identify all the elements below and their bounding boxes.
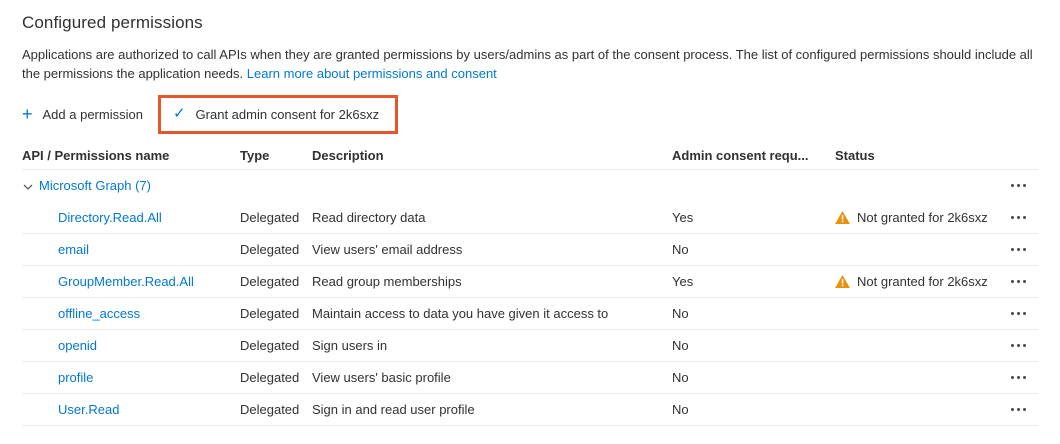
permission-description: Read group memberships <box>312 273 462 289</box>
admin-consent-required: No <box>672 401 689 417</box>
page-title: Configured permissions <box>22 13 203 32</box>
table-body <box>22 202 1038 426</box>
ellipsis-icon[interactable] <box>1009 278 1038 285</box>
admin-consent-required: No <box>672 241 689 257</box>
table-row <box>22 362 1038 394</box>
permission-type: Delegated <box>240 241 300 257</box>
description-body: Applications are authorized to call APIs when they are granted permissions by users/admins as part of the consent process. The list of configured permissions should include all the permissions the application needs. <box>22 47 1033 81</box>
learn-more-link[interactable]: Learn more about permissions and consent <box>246 65 497 81</box>
column-header-5[interactable]: Status <box>835 147 875 163</box>
admin-consent-required: Yes <box>672 209 694 225</box>
table-row <box>22 298 1038 330</box>
column-header-3[interactable]: Description <box>312 147 384 163</box>
permission-description: Sign in and read user profile <box>312 401 475 417</box>
permission-link[interactable]: profile <box>58 369 94 385</box>
group-toggle[interactable] <box>22 178 990 193</box>
status-text: Not granted for 2k6sxz <box>857 209 988 225</box>
ellipsis-icon[interactable] <box>1009 214 1038 221</box>
permission-link[interactable]: Directory.Read.All <box>58 209 162 225</box>
group-row-microsoft-graph <box>22 170 1038 202</box>
table-row <box>22 202 1038 234</box>
permission-description: Maintain access to data you have given it access to <box>312 305 609 321</box>
table-row <box>22 330 1038 362</box>
permission-link[interactable]: offline_access <box>58 305 141 321</box>
permission-link[interactable]: email <box>58 241 90 257</box>
add-permission-label: Add a permission <box>42 106 143 122</box>
chevron-down-icon <box>22 181 34 193</box>
table-row <box>22 234 1038 266</box>
admin-consent-required: No <box>672 369 689 385</box>
add-permission-button[interactable] <box>12 98 153 131</box>
permission-type: Delegated <box>240 273 300 289</box>
admin-consent-required: No <box>672 337 689 353</box>
column-header-2[interactable]: Type <box>240 147 270 163</box>
ellipsis-icon[interactable] <box>1009 182 1038 189</box>
ellipsis-icon[interactable] <box>1009 406 1038 413</box>
column-header-1[interactable]: API / Permissions name <box>22 147 170 163</box>
description-text <box>22 46 1034 84</box>
permission-type: Delegated <box>240 337 300 353</box>
permissions-table <box>22 142 1038 426</box>
permission-link[interactable]: GroupMember.Read.All <box>58 273 194 289</box>
permission-description: Sign users in <box>312 337 388 353</box>
ellipsis-icon[interactable] <box>1009 310 1038 317</box>
admin-consent-required: No <box>672 305 689 321</box>
status-cell <box>835 210 990 225</box>
table-row <box>22 394 1038 426</box>
warning-icon <box>835 211 850 224</box>
permission-description: Read directory data <box>312 209 426 225</box>
permission-link[interactable]: User.Read <box>58 401 120 417</box>
permission-description: View users' basic profile <box>312 369 451 385</box>
status-text: Not granted for 2k6sxz <box>857 273 988 289</box>
plus-icon: + <box>22 104 33 125</box>
status-cell <box>835 274 990 289</box>
permission-type: Delegated <box>240 305 300 321</box>
admin-consent-required: Yes <box>672 273 694 289</box>
grant-admin-consent-label: Grant admin consent for 2k6sxz <box>195 106 380 122</box>
grant-admin-consent-button[interactable] <box>163 98 389 131</box>
permission-link[interactable]: openid <box>58 337 98 353</box>
grant-admin-consent-highlight-box <box>158 95 398 134</box>
ellipsis-icon[interactable] <box>1009 374 1038 381</box>
group-label: Microsoft Graph (7) <box>39 178 151 194</box>
table-header-row <box>22 142 1038 170</box>
table-row <box>22 266 1038 298</box>
permission-type: Delegated <box>240 401 300 417</box>
permission-type: Delegated <box>240 209 300 225</box>
ellipsis-icon[interactable] <box>1009 342 1038 349</box>
column-header-4[interactable]: Admin consent requ... <box>672 147 809 163</box>
toolbar <box>12 95 1038 134</box>
ellipsis-icon[interactable] <box>1009 246 1038 253</box>
permission-type: Delegated <box>240 369 300 385</box>
checkmark-icon: ✓ <box>172 105 186 123</box>
permission-description: View users' email address <box>312 241 463 257</box>
warning-icon <box>835 275 850 288</box>
